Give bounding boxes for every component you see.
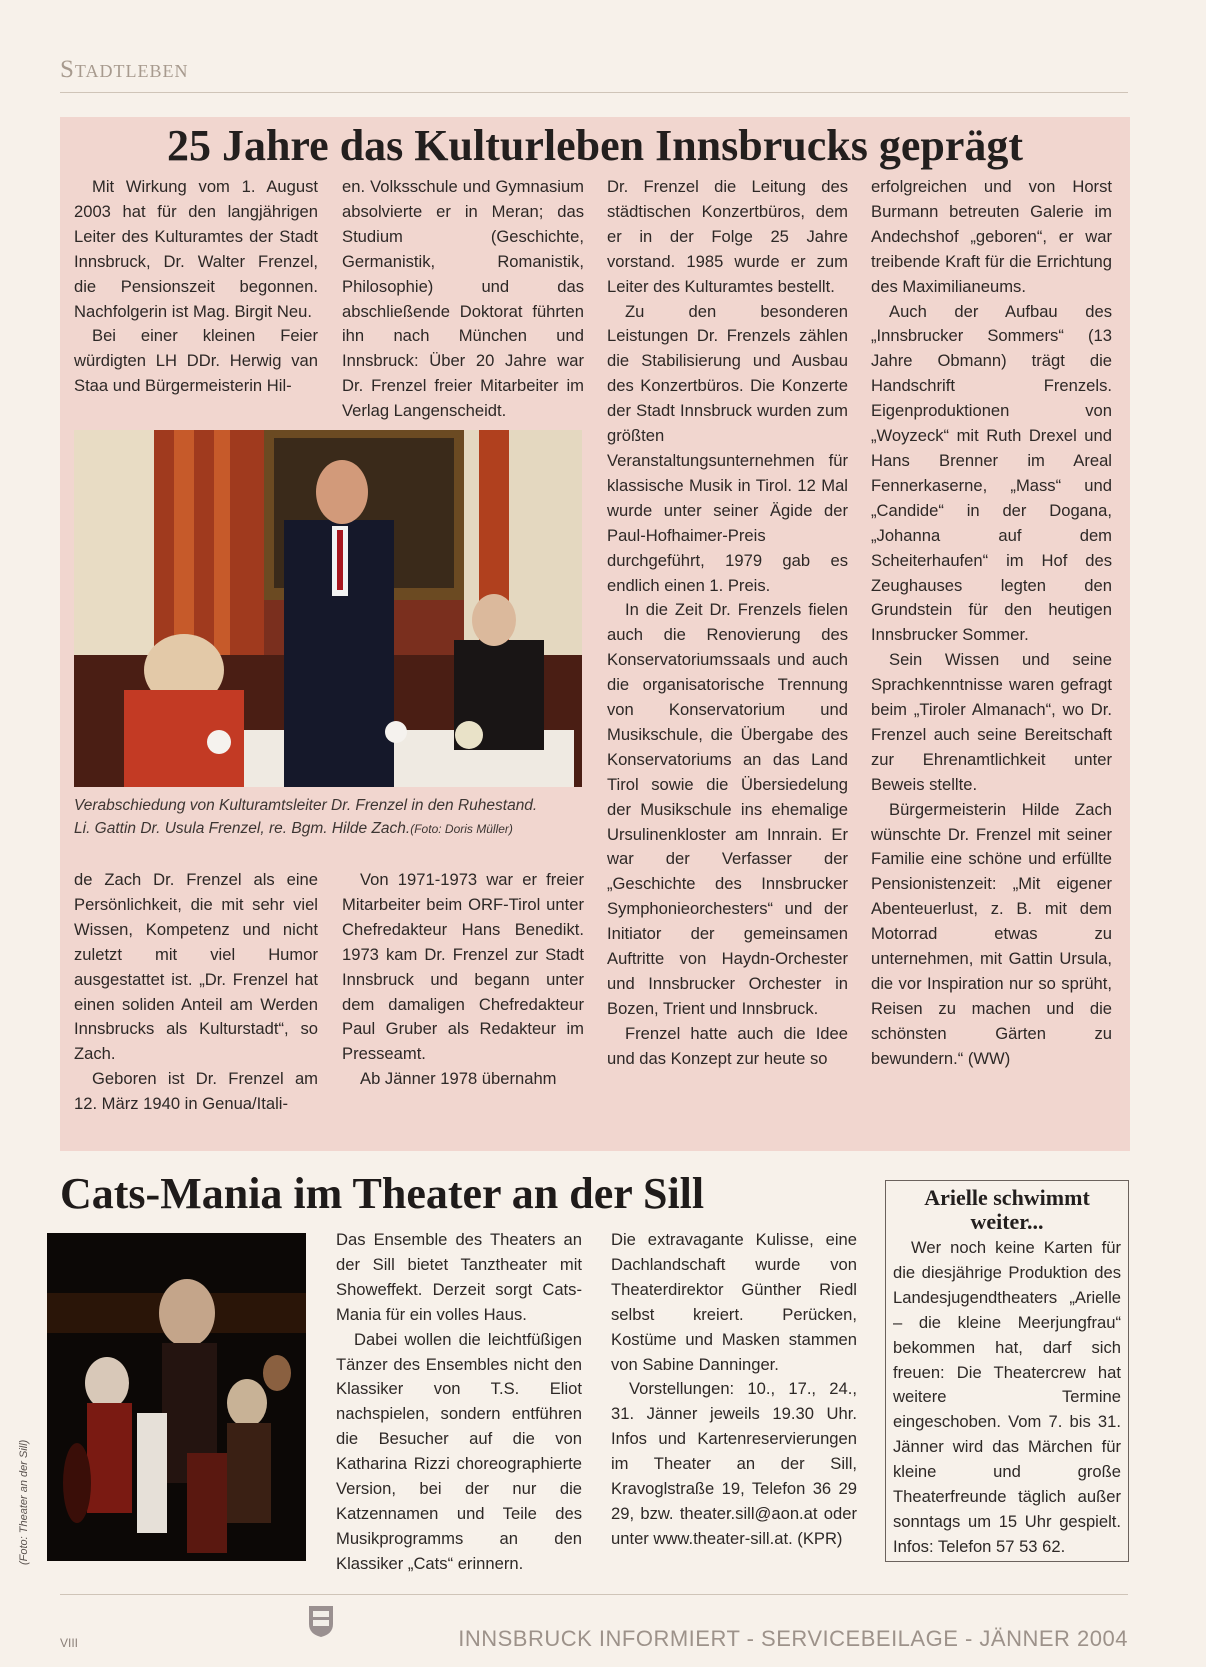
arielle-box-text	[893, 1236, 1121, 1560]
article-column-4	[871, 175, 1112, 1072]
section-label: Stadtleben	[60, 56, 189, 83]
paragraph: Auch der Aufbau des „Innsbrucker Sommers“ (13 Jahre Obmann) trägt die Handschrift Frenzels. Eigenproduktionen von „Woyzeck“ mit Ruth Drexel und Hans Brenner im Areal Fennerkaserne, „Mass“ und „Candide“ in der Dogana, „Johanna auf dem Scheiterhaufen“ im Hof des Zeughauses legten den Grundstein für den heutigen Innsbrucker Sommer.	[871, 301, 1112, 645]
article-column-3	[607, 175, 848, 1072]
cats-column-1	[336, 1228, 582, 1577]
paragraph: Vorstellungen: 10., 17., 24., 31. Jänner jeweils 19.30 Uhr. Infos und Kartenreservierungen im Theater an der Sill, Kravoglstraße 19, Telefon 36 29 29, bzw. theater.sill@aon.at oder unter www.theater-sill.at. (KPR)	[611, 1379, 857, 1548]
paragraph: In die Zeit Dr. Frenzels fielen auch die Renovierung des Konservatoriumssaals und auch die organisatorische Trennung von Konservatorium und Musikschule, die Übergabe des Konservatoriums an das Land Tirol sowie die Übersiedelung der Musikschule ins ehemalige Ursulinenkloster am Innrain. Er war der Verfasser der „Geschichte des Innsbrucker Symphonieorchesters“ und der Initiator der gemeinsamen Auftritte von Haydn-Orchester und Innsbrucker Orchester in Bozen, Trient und Innsbruck.	[607, 600, 848, 1018]
paragraph: Das Ensemble des Theaters an der Sill bietet Tanztheater mit Showeffekt. Derzeit sorgt Cats-Mania für ein volles Haus.	[336, 1230, 582, 1324]
caption-line-2: Li. Gattin Dr. Usula Frenzel, re. Bgm. Hilde Zach.	[74, 820, 411, 837]
article-column-2-continued	[342, 868, 584, 1092]
publication-footer: INNSBRUCK INFORMIERT - SERVICEBEILAGE - JÄNNER 2004	[458, 1626, 1128, 1651]
caption-line-1: Verabschiedung von Kulturamtsleiter Dr. Frenzel in den Ruhestand.	[74, 797, 538, 814]
paragraph: Sein Wissen und seine Sprachkenntnisse waren gefragt beim „Tiroler Almanach“, wo Dr. Frenzel auch seine Bereitschaft zur Ehrenamtlichkeit unter Beweis stellte.	[871, 650, 1112, 794]
article-title: 25 Jahre das Kulturleben Innsbrucks geprägt	[166, 121, 1024, 170]
paragraph: erfolgreichen und von Horst Burmann betreuten Galerie im Andechshof „geboren“, er war treibende Kraft für die Errichtung des Maximilianeums.	[871, 177, 1112, 296]
paragraph: Zu den besonderen Leistungen Dr. Frenzels zählen die Stabilisierung und Ausbau des Konzertbüros. Die Konzerte der Stadt Innsbruck wurden zum größten Veranstaltungsunternehmen für klassische Musik in Tirol. 12 Mal wurde unter seiner Ägide der Paul-Hofhaimer-Preis durchgeführt, 1979 gab es endlich einen 1. Preis.	[607, 301, 848, 595]
paragraph: Bei einer kleinen Feier würdigten LH DDr. Herwig van Staa und Bürgermeisterin Hil-	[74, 326, 318, 396]
cats-column-2	[611, 1228, 857, 1552]
page-number: VIII	[60, 1636, 79, 1650]
paragraph: Mit Wirkung vom 1. August 2003 hat für den langjährigen Leiter des Kulturamtes der Stadt Innsbruck, Dr. Walter Frenzel, die Pensionszeit begonnen. Nachfolgerin ist Mag. Birgit Neu.	[74, 177, 318, 321]
paragraph: Geboren ist Dr. Frenzel am 12. März 1940 in Genua/Itali-	[74, 1069, 318, 1114]
cats-photo	[47, 1233, 306, 1561]
paragraph: de Zach Dr. Frenzel als eine Persönlichkeit, die mit sehr viel Wissen, Kompetenz und nicht zuletzt mit viel Humor ausgestattet ist. „Dr. Frenzel hat einen soliden Anteil am Werden Innsbrucks als Kulturstadt“, so Zach.	[74, 870, 318, 1064]
paragraph: Wer noch keine Karten für die diesjährige Produktion des Landesjugendtheaters „Arielle – die kleine Meerjungfrau“ bekommen hat, darf sich freuen: Die Theatercrew hat weitere Termine eingeschoben. Vom 7. bis 31. Jänner wird das Märchen für kleine und große Theaterfreunde täglich außer sonntags um 15 Uhr gespielt. Infos: Telefon 57 53 62.	[893, 1238, 1121, 1556]
footer-rule	[60, 1594, 1128, 1595]
paragraph: Die extravagante Kulisse, eine Dachlandschaft wurde von Theaterdirektor Günther Riedl selbst kreiert. Perücken, Kostüme und Masken stammen von Sabine Danninger.	[611, 1230, 857, 1374]
paragraph: en. Volksschule und Gymnasium absolvierte er in Meran; das Studium (Geschichte, Germanistik, Romanistik, Philosophie) und das abschließende Doktorat führten ihn nach München und Innsbruck: Über 20 Jahre war Dr. Frenzel freier Mitarbeiter im Verlag Langenscheidt.	[342, 177, 584, 421]
header-rule	[60, 92, 1128, 93]
article-column-1-continued	[74, 868, 318, 1117]
paragraph: Frenzel hatte auch die Idee und das Konzept zur heute so	[607, 1023, 848, 1068]
cats-photo-credit: (Foto: Theater an der Sill)	[18, 1439, 30, 1565]
article-column-1	[74, 175, 318, 399]
photo-credit: (Foto: Doris Müller)	[410, 822, 513, 836]
article-column-2	[342, 175, 584, 424]
farewell-photo-image	[74, 430, 582, 787]
paragraph: Bürgermeisterin Hilde Zach wünschte Dr. Frenzel mit seiner Familie eine schöne und erfüllte Pensionistenzeit: „Mit eigener Abenteuerlust, z. B. mit dem Motorrad etwas zu unternehmen, mit Gattin Ursula, die vor Inspiration nur so sprüht, Reisen zu machen und die schönsten Gärten zu bewundern.“ (WW)	[871, 799, 1112, 1068]
farewell-photo	[74, 430, 582, 787]
paragraph: Dabei wollen die leichtfüßigen Tänzer des Ensembles nicht den Klassiker von T.S. Eliot nachspielen, sondern entführen die Besucher auf die von Katharina Rizzi choreographierte Version, bei der nur die Katzennamen und Teile des Musikprogramms an den Klassiker „Cats“ erinnern.	[336, 1329, 582, 1573]
arielle-box-title: Arielle schwimmt weiter...	[924, 1185, 1090, 1234]
cats-article-title: Cats-Mania im Theater an der Sill	[60, 1169, 705, 1218]
paragraph: Von 1971-1973 war er freier Mitarbeiter beim ORF-Tirol unter Chefredakteur Hans Benedikt. 1973 kam Dr. Frenzel zur Stadt Innsbruck und begann unter dem damaligen Chefredakteur Paul Gruber als Redakteur im Presseamt.	[342, 870, 584, 1064]
paragraph: Dr. Frenzel die Leitung des städtischen Konzertbüros, dem er in der Folge 25 Jahre vorstand. 1985 wurde er zum Leiter des Kulturamtes bestellt.	[607, 177, 848, 296]
photo-caption	[74, 794, 594, 841]
city-crest-icon	[308, 1604, 334, 1638]
cats-photo-image	[47, 1233, 306, 1561]
paragraph: Ab Jänner 1978 übernahm	[360, 1069, 557, 1089]
